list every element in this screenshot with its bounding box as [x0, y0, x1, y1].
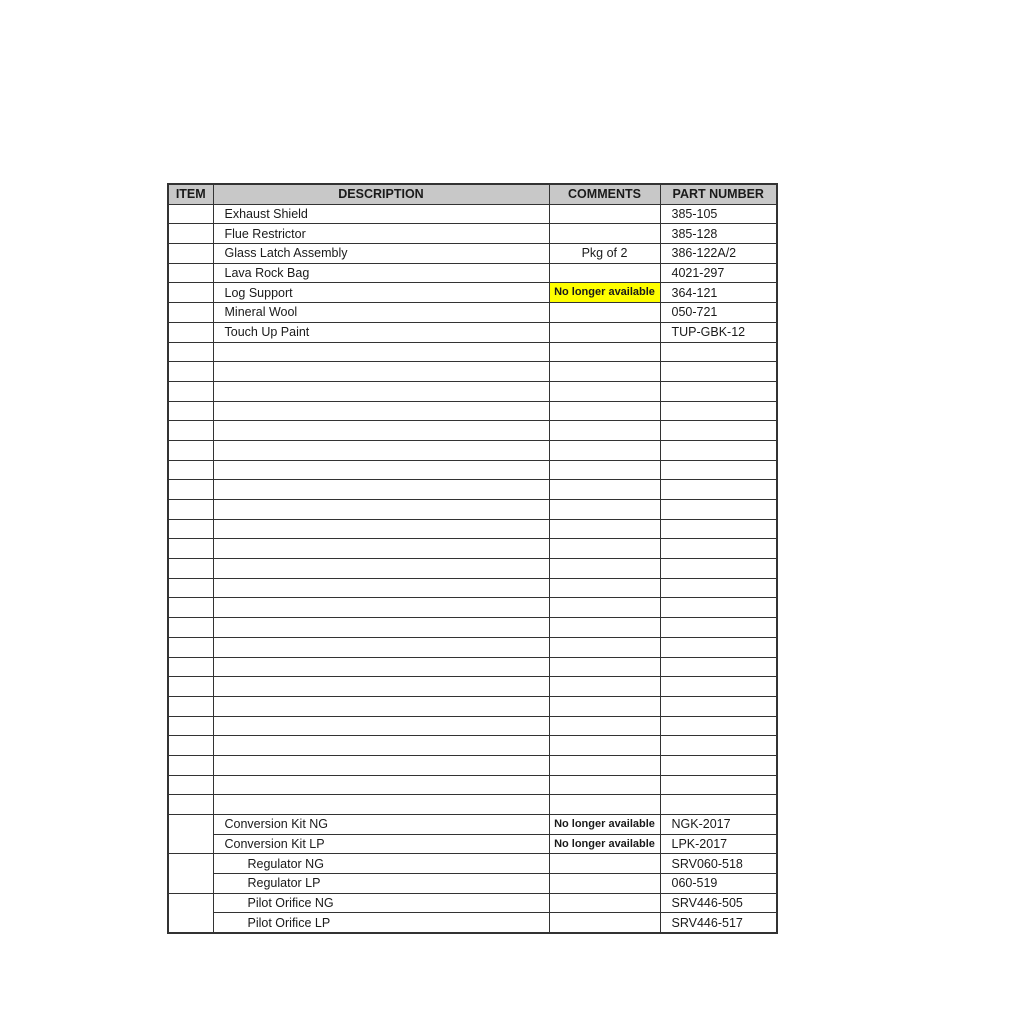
empty-table-row: [168, 421, 777, 441]
part-number-cell: [660, 500, 777, 520]
empty-table-row: [168, 598, 777, 618]
item-cell: [168, 893, 213, 933]
item-cell: [168, 716, 213, 736]
part-number-cell: NGK-2017: [660, 815, 777, 835]
comments-cell: [549, 440, 660, 460]
description-cell: Regulator NG: [213, 854, 549, 874]
description-cell: [213, 618, 549, 638]
header-comments: COMMENTS: [549, 184, 660, 204]
part-number-cell: [660, 736, 777, 756]
description-cell: [213, 460, 549, 480]
comments-cell: [549, 559, 660, 579]
item-cell: [168, 618, 213, 638]
header-part-number: PART NUMBER: [660, 184, 777, 204]
table-row: [168, 263, 777, 283]
comments-cell: [549, 539, 660, 559]
table-row: [168, 854, 777, 874]
part-number-cell: [660, 696, 777, 716]
table-row: [168, 893, 777, 913]
comments-cell: [549, 618, 660, 638]
description-cell: [213, 755, 549, 775]
description-cell: [213, 598, 549, 618]
part-number-cell: [660, 578, 777, 598]
comments-cell: No longer available: [549, 815, 660, 835]
description-cell: [213, 578, 549, 598]
description-cell: [213, 401, 549, 421]
comments-cell: [549, 696, 660, 716]
item-cell: [168, 539, 213, 559]
item-cell: [168, 401, 213, 421]
description-cell: [213, 362, 549, 382]
part-number-cell: [660, 657, 777, 677]
table-row: [168, 874, 777, 894]
description-cell: [213, 775, 549, 795]
empty-table-row: [168, 519, 777, 539]
item-cell: [168, 204, 213, 224]
comments-cell: [549, 775, 660, 795]
part-number-cell: [660, 677, 777, 697]
empty-table-row: [168, 637, 777, 657]
part-number-cell: [660, 460, 777, 480]
comments-cell: [549, 362, 660, 382]
part-number-cell: [660, 716, 777, 736]
empty-table-row: [168, 755, 777, 775]
part-number-cell: SRV446-505: [660, 893, 777, 913]
comments-cell: [549, 421, 660, 441]
item-cell: [168, 736, 213, 756]
description-cell: [213, 539, 549, 559]
part-number-cell: TUP-GBK-12: [660, 322, 777, 342]
part-number-cell: 060-519: [660, 874, 777, 894]
description-cell: Conversion Kit NG: [213, 815, 549, 835]
item-cell: [168, 381, 213, 401]
table-row: [168, 303, 777, 323]
comments-cell: [549, 381, 660, 401]
item-cell: [168, 677, 213, 697]
part-number-cell: [660, 618, 777, 638]
part-number-cell: 386-122A/2: [660, 244, 777, 264]
empty-table-row: [168, 539, 777, 559]
description-cell: Log Support: [213, 283, 549, 303]
part-number-cell: [660, 755, 777, 775]
description-cell: [213, 559, 549, 579]
comments-cell: [549, 598, 660, 618]
description-cell: [213, 657, 549, 677]
comments-cell: [549, 460, 660, 480]
description-cell: [213, 500, 549, 520]
item-cell: [168, 303, 213, 323]
part-number-cell: [660, 559, 777, 579]
empty-table-row: [168, 696, 777, 716]
empty-table-row: [168, 381, 777, 401]
item-cell: [168, 263, 213, 283]
item-cell: [168, 795, 213, 815]
part-number-cell: [660, 381, 777, 401]
item-cell: [168, 578, 213, 598]
item-cell: [168, 696, 213, 716]
item-cell: [168, 342, 213, 362]
table-row: [168, 834, 777, 854]
empty-table-row: [168, 500, 777, 520]
item-cell: [168, 362, 213, 382]
item-cell: [168, 460, 213, 480]
comments-cell: [549, 637, 660, 657]
part-number-cell: [660, 795, 777, 815]
part-number-cell: 385-105: [660, 204, 777, 224]
item-cell: [168, 500, 213, 520]
table-row: [168, 322, 777, 342]
comments-cell: [549, 342, 660, 362]
empty-table-row: [168, 618, 777, 638]
comments-cell: [549, 480, 660, 500]
item-cell: [168, 657, 213, 677]
description-cell: [213, 736, 549, 756]
description-cell: [213, 519, 549, 539]
empty-table-row: [168, 795, 777, 815]
part-number-cell: [660, 539, 777, 559]
table-row: [168, 224, 777, 244]
empty-table-row: [168, 401, 777, 421]
comments-cell: [549, 913, 660, 933]
part-number-cell: [660, 342, 777, 362]
comments-cell: Pkg of 2: [549, 244, 660, 264]
empty-table-row: [168, 736, 777, 756]
part-number-cell: SRV060-518: [660, 854, 777, 874]
comments-cell: [549, 716, 660, 736]
item-cell: [168, 224, 213, 244]
description-cell: Mineral Wool: [213, 303, 549, 323]
item-cell: [168, 519, 213, 539]
part-number-cell: [660, 775, 777, 795]
description-cell: [213, 696, 549, 716]
comments-cell: [549, 755, 660, 775]
description-cell: [213, 421, 549, 441]
part-number-cell: [660, 401, 777, 421]
description-cell: [213, 677, 549, 697]
part-number-cell: 4021-297: [660, 263, 777, 283]
item-cell: [168, 283, 213, 303]
table-row: [168, 913, 777, 933]
table-header-row: [168, 184, 777, 204]
empty-table-row: [168, 677, 777, 697]
item-cell: [168, 815, 213, 854]
item-cell: [168, 775, 213, 795]
empty-table-row: [168, 362, 777, 382]
description-cell: Pilot Orifice NG: [213, 893, 549, 913]
description-cell: Pilot Orifice LP: [213, 913, 549, 933]
description-cell: [213, 342, 549, 362]
item-cell: [168, 854, 213, 893]
parts-list-table: [167, 183, 778, 934]
description-cell: Lava Rock Bag: [213, 263, 549, 283]
description-cell: Exhaust Shield: [213, 204, 549, 224]
comments-cell: [549, 500, 660, 520]
comments-cell: [549, 657, 660, 677]
part-number-cell: 364-121: [660, 283, 777, 303]
comments-cell: [549, 736, 660, 756]
comments-cell: [549, 677, 660, 697]
part-number-cell: [660, 440, 777, 460]
comments-cell: [549, 224, 660, 244]
description-cell: [213, 440, 549, 460]
table-row: [168, 244, 777, 264]
part-number-cell: 050-721: [660, 303, 777, 323]
description-cell: Glass Latch Assembly: [213, 244, 549, 264]
comments-cell: [549, 322, 660, 342]
comments-cell: [549, 263, 660, 283]
description-cell: [213, 716, 549, 736]
comments-cell: [549, 795, 660, 815]
part-number-cell: [660, 637, 777, 657]
availability-note: No longer available: [550, 283, 660, 302]
item-cell: [168, 637, 213, 657]
part-number-cell: [660, 362, 777, 382]
description-cell: [213, 381, 549, 401]
empty-table-row: [168, 775, 777, 795]
blank-rows: [168, 342, 777, 815]
description-cell: Touch Up Paint: [213, 322, 549, 342]
item-cell: [168, 559, 213, 579]
item-cell: [168, 480, 213, 500]
item-cell: [168, 598, 213, 618]
description-cell: Flue Restrictor: [213, 224, 549, 244]
comments-cell: [549, 578, 660, 598]
part-number-cell: [660, 421, 777, 441]
empty-table-row: [168, 559, 777, 579]
comments-cell: No longer available: [549, 834, 660, 854]
empty-table-row: [168, 460, 777, 480]
item-cell: [168, 322, 213, 342]
empty-table-row: [168, 440, 777, 460]
part-number-cell: [660, 480, 777, 500]
part-number-cell: [660, 519, 777, 539]
description-cell: [213, 637, 549, 657]
part-number-cell: 385-128: [660, 224, 777, 244]
item-cell: [168, 440, 213, 460]
description-cell: [213, 480, 549, 500]
comments-cell: [549, 854, 660, 874]
comments-cell: [549, 401, 660, 421]
empty-table-row: [168, 657, 777, 677]
comments-cell-highlighted: [549, 283, 660, 303]
table-row: [168, 204, 777, 224]
item-cell: [168, 755, 213, 775]
item-cell: [168, 244, 213, 264]
empty-table-row: [168, 578, 777, 598]
comments-cell: [549, 874, 660, 894]
empty-table-row: [168, 342, 777, 362]
comments-cell: [549, 303, 660, 323]
description-cell: Conversion Kit LP: [213, 834, 549, 854]
description-cell: Regulator LP: [213, 874, 549, 894]
comments-cell: [549, 893, 660, 913]
table-row: [168, 283, 777, 303]
header-description: DESCRIPTION: [213, 184, 549, 204]
part-number-cell: LPK-2017: [660, 834, 777, 854]
item-cell: [168, 421, 213, 441]
comments-cell: [549, 519, 660, 539]
part-number-cell: SRV446-517: [660, 913, 777, 933]
empty-table-row: [168, 480, 777, 500]
header-item: ITEM: [168, 184, 213, 204]
description-cell: [213, 795, 549, 815]
comments-cell: [549, 204, 660, 224]
table-row: [168, 815, 777, 835]
part-number-cell: [660, 598, 777, 618]
empty-table-row: [168, 716, 777, 736]
